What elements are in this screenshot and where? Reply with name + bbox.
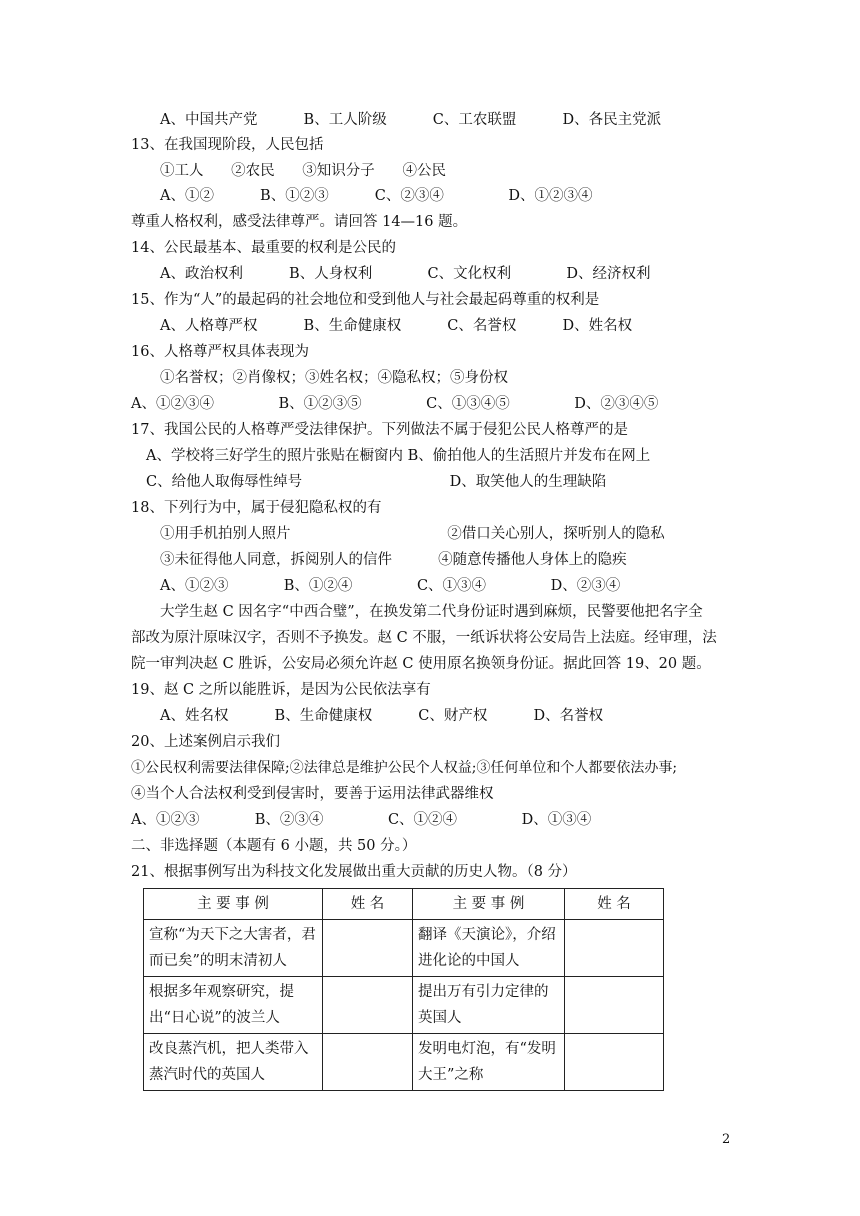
event-cell: 翻译《天演论》，介绍进化论的中国人 [413, 920, 565, 977]
header-name-1: 姓 名 [323, 889, 413, 920]
line-19: A、①②③ B、①②④ C、①③④ D、②③④ [160, 578, 621, 594]
line-14: A、学校将三好学生的照片张贴在橱窗内 B、偷拍他人的生活照片并发布在网上 [146, 448, 651, 464]
line-30: 21、根据事例写出为科技文化发展做出重大贡献的历史人物。（8 分） [131, 864, 577, 880]
line-21: 部改为原汁原味汉字，否则不予换发。赵 C 不服，一纸诉状将公安局告上法庭。经审理，法 [131, 630, 717, 646]
name-answer-cell[interactable] [323, 1034, 413, 1091]
line-2: 13、在我国现阶段，人民包括 [131, 137, 324, 153]
line-5: 尊重人格权利，感受法律尊严。请回答 14—16 题。 [131, 214, 468, 230]
line-7: A、政治权利 B、人身权利 C、文化权利 D、经济权利 [160, 266, 651, 282]
line-11: ①名誉权；②肖像权；③姓名权；④隐私权；⑤身份权 [160, 370, 508, 386]
line-3: ①工人 ②农民 ③知识分子 ④公民 [160, 163, 446, 179]
line-16: 18、下列行为中，属于侵犯隐私权的有 [131, 500, 382, 516]
line-18: ③未征得他人同意，拆阅别人的信件 ④随意传播他人身体上的隐疾 [160, 552, 627, 568]
page-number: 2 [722, 1132, 731, 1147]
line-4: A、①② B、①②③ C、②③④ D、①②③④ [160, 188, 593, 204]
history-figures-table [143, 888, 664, 1091]
event-cell: 提出万有引力定律的英国人 [413, 977, 565, 1034]
line-25: 20、上述案例启示我们 [131, 734, 280, 750]
table-row [144, 1034, 664, 1091]
event-cell: 根据多年观察研究，提出“日心说”的波兰人 [144, 977, 323, 1034]
name-answer-cell[interactable] [565, 920, 664, 977]
event-cell: 宣称“为天下之大害者，君而已矣”的明末清初人 [144, 920, 323, 977]
header-name-2: 姓 名 [565, 889, 664, 920]
name-answer-cell[interactable] [565, 977, 664, 1034]
line-27: ④当个人合法权利受到侵害时，要善于运用法律武器维权 [131, 786, 494, 802]
line-20: 大学生赵 C 因名字“中西合璧”，在换发第二代身份证时遇到麻烦，民警要他把名字全 [160, 604, 703, 620]
line-12: A、①②③④ B、①②③⑤ C、①③④⑤ D、②③④⑤ [131, 396, 659, 412]
line-28: A、①②③ B、②③④ C、①②④ D、①③④ [131, 812, 592, 828]
name-answer-cell[interactable] [565, 1034, 664, 1091]
table-header-row [144, 889, 664, 920]
line-10: 16、人格尊严权具体表现为 [131, 344, 309, 360]
line-26: ①公民权利需要法律保障;②法律总是维护公民个人权益;③任何单位和个人都要依法办事; [131, 760, 678, 776]
event-cell: 发明电灯泡，有“发明大王”之称 [413, 1034, 565, 1091]
table-row [144, 977, 664, 1034]
line-13: 17、我国公民的人格尊严受法律保护。下列做法不属于侵犯公民人格尊严的是 [131, 422, 628, 438]
line-29: 二、非选择题（本题有 6 小题，共 50 分。） [131, 838, 417, 854]
name-answer-cell[interactable] [323, 977, 413, 1034]
name-answer-cell[interactable] [323, 920, 413, 977]
line-22: 院一审判决赵 C 胜诉，公安局必须允许赵 C 使用原名换领身份证。据此回答 19、20 题。 [131, 656, 711, 672]
line-17: ①用手机拍别人照片 ②借口关心别人，探听别人的隐私 [160, 526, 665, 542]
header-events-2: 主 要 事 例 [413, 889, 565, 920]
line-8: 15、作为“人”的最起码的社会地位和受到他人与社会最起码尊重的权利是 [131, 292, 600, 308]
line-9: A、人格尊严权 B、生命健康权 C、名誉权 D、姓名权 [160, 318, 633, 334]
line-24: A、姓名权 B、生命健康权 C、财产权 D、名誉权 [160, 708, 604, 724]
line-1: A、中国共产党 B、工人阶级 C、工农联盟 D、各民主党派 [160, 112, 662, 128]
line-23: 19、赵 C 之所以能胜诉，是因为公民依法享有 [131, 682, 431, 698]
event-cell: 改良蒸汽机，把人类带入蒸汽时代的英国人 [144, 1034, 323, 1091]
line-15: C、给他人取侮辱性绰号 D、取笑他人的生理缺陷 [146, 474, 607, 490]
header-events-1: 主 要 事 例 [144, 889, 323, 920]
line-6: 14、公民最基本、最重要的权利是公民的 [131, 240, 396, 256]
table-row [144, 920, 664, 977]
